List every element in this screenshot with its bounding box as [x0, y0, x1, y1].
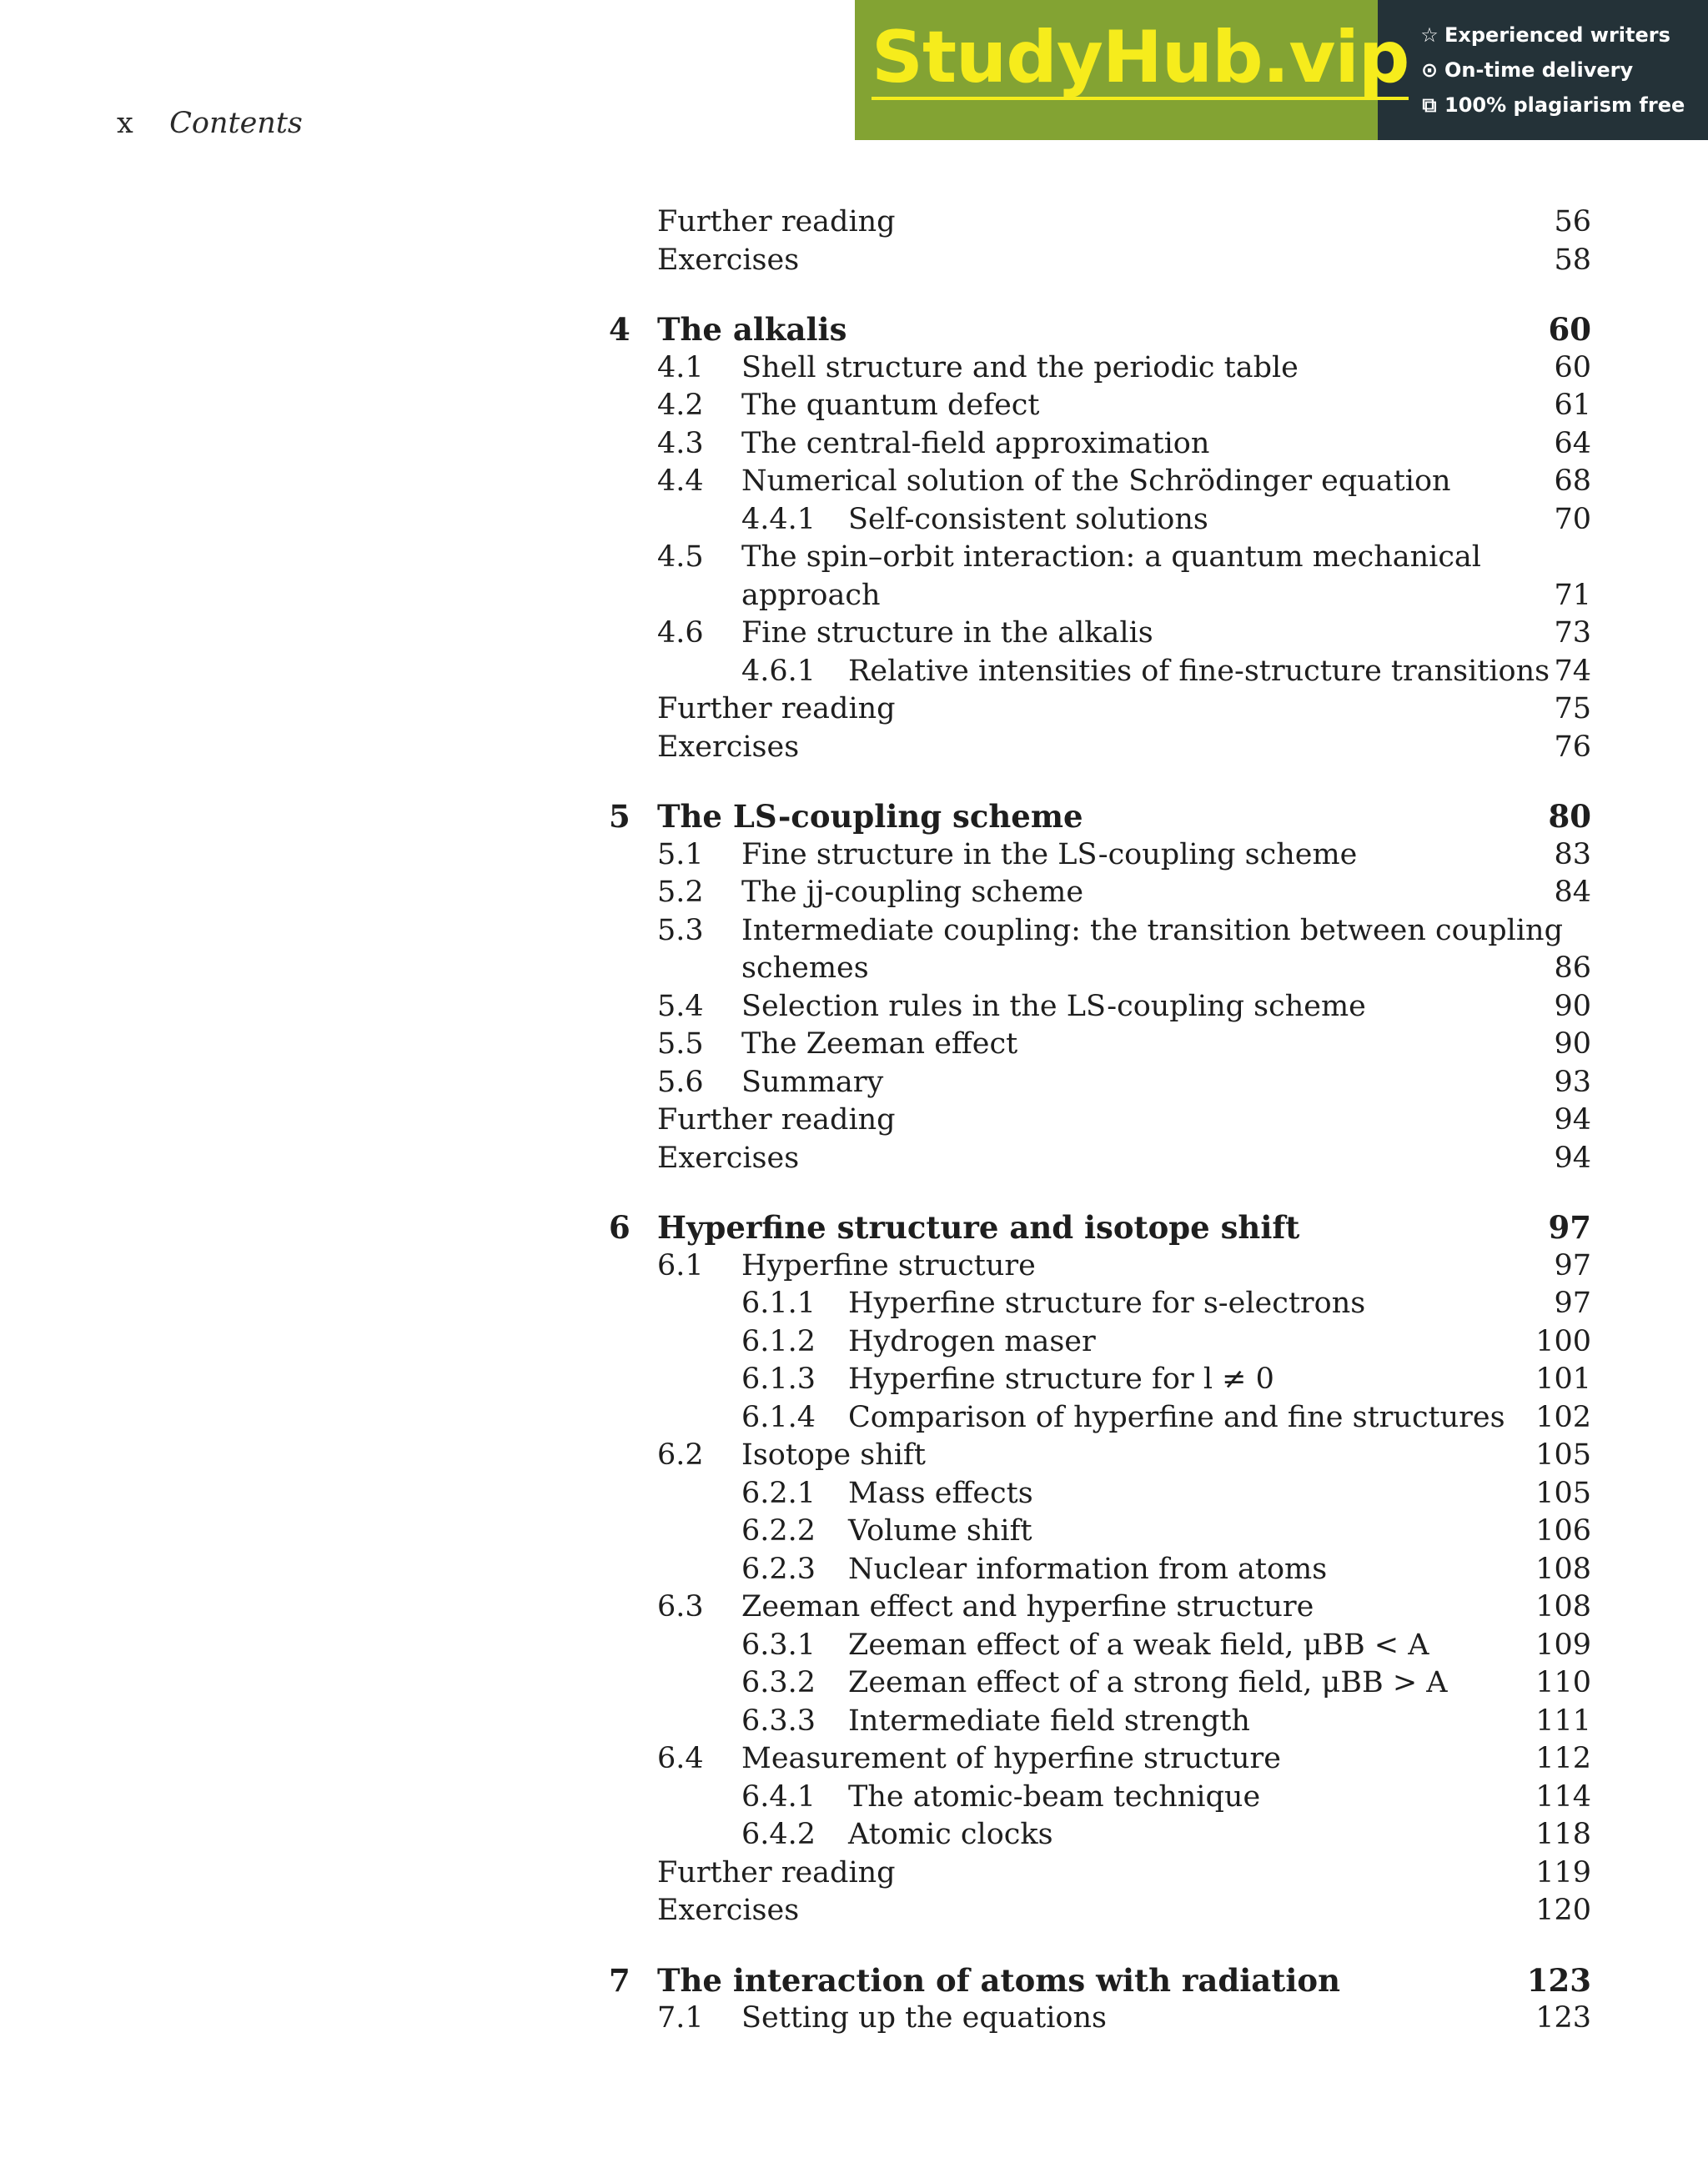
toc-entry [0, 241, 1591, 279]
toc-title: Further reading [657, 1856, 896, 1889]
toc-chapter [0, 310, 1591, 349]
toc-page-number: 64 [1554, 427, 1591, 460]
toc-page-number: 94 [1554, 1142, 1591, 1175]
toc-page-number: 123 [1535, 2001, 1591, 2035]
toc-entry [0, 911, 1591, 950]
toc-page-number: 70 [1554, 503, 1591, 536]
toc-page-number: 58 [1554, 243, 1591, 277]
toc-entry [0, 1550, 1591, 1588]
toc-number: 5.3 [657, 914, 704, 947]
toc-page-number: 105 [1535, 1438, 1591, 1472]
toc-number: 6.4 [657, 1742, 704, 1775]
toc-entry [0, 1284, 1591, 1322]
toc-entry [0, 1436, 1591, 1474]
toc-page-number: 76 [1554, 730, 1591, 764]
toc-number: 6.3 [657, 1590, 704, 1623]
toc-number: 5.2 [657, 876, 704, 909]
toc-entry [0, 1474, 1591, 1513]
toc-entry [0, 1025, 1591, 1063]
toc-page-number: 105 [1535, 1477, 1591, 1510]
toc-page-number: 108 [1535, 1553, 1591, 1586]
toc-number: 6.3.3 [741, 1704, 816, 1738]
toc-page-number: 101 [1535, 1363, 1591, 1396]
toc-number: 6.2.3 [741, 1553, 816, 1586]
toc-title: Further reading [657, 692, 896, 725]
toc-entry [0, 500, 1591, 539]
toc-number: 4.1 [657, 351, 704, 384]
toc-title: Hyperfine structure for s-electrons [848, 1287, 1366, 1320]
toc-entry [0, 386, 1591, 424]
toc-entry [0, 1101, 1591, 1139]
feature-label: On-time delivery [1444, 58, 1634, 82]
toc-page-number: 120 [1535, 1894, 1591, 1927]
toc-number: 5.6 [657, 1066, 704, 1099]
toc-page-number: 90 [1554, 990, 1591, 1023]
toc-entry [0, 1702, 1591, 1740]
toc-title: Numerical solution of the Schrödinger equation [741, 464, 1451, 498]
toc-entry [0, 1398, 1591, 1437]
toc-entry [0, 728, 1591, 766]
feature-item [1418, 88, 1708, 123]
feature-label: 100% plagiarism free [1444, 93, 1685, 117]
feature-item [1418, 53, 1708, 88]
toc-title: Isotope shift [741, 1438, 926, 1472]
toc-entry [0, 987, 1591, 1026]
toc-title: Hyperfine structure for l ≠ 0 [848, 1363, 1274, 1396]
toc-page-number: 108 [1535, 1590, 1591, 1623]
toc-page-number: 100 [1535, 1325, 1591, 1358]
toc-title: The central-field approximation [741, 427, 1210, 460]
toc-title: Intermediate coupling: the transition between coupling [741, 914, 1564, 947]
toc-number: 4.5 [657, 540, 704, 574]
toc-entry [0, 1588, 1591, 1626]
star-icon: ☆ [1420, 23, 1439, 47]
toc-title: The interaction of atoms with radiation [657, 1962, 1341, 1999]
toc-number: 6.1.1 [741, 1287, 816, 1320]
toc-title: approach [741, 579, 881, 612]
toc-number: 5.4 [657, 990, 704, 1023]
toc-page-number: 109 [1535, 1629, 1591, 1662]
toc-number: 6.3.1 [741, 1629, 816, 1662]
toc-number: 4.4 [657, 464, 704, 498]
toc-entry [0, 1999, 1591, 2037]
clock-icon: ⊙ [1420, 58, 1439, 82]
toc-entry [0, 1854, 1591, 1892]
toc-chapter [0, 1961, 1591, 2000]
toc-title: The spin–orbit interaction: a quantum mechanical [741, 540, 1481, 574]
toc-page-number: 97 [1554, 1287, 1591, 1320]
toc-page-number: 118 [1535, 1818, 1591, 1851]
toc-title: The atomic-beam technique [848, 1780, 1261, 1814]
toc-page-number: 97 [1554, 1249, 1591, 1282]
page-number: x [117, 107, 133, 140]
toc-number: 6.1 [657, 1249, 704, 1282]
toc-entry [0, 203, 1591, 241]
toc-number: 4.3 [657, 427, 704, 460]
toc-page-number: 90 [1554, 1027, 1591, 1061]
toc-entry [0, 1360, 1591, 1398]
toc-number: 6.3.2 [741, 1666, 816, 1699]
toc-page-number: 111 [1535, 1704, 1591, 1738]
toc-title: Atomic clocks [848, 1818, 1053, 1851]
toc-title: Summary [741, 1066, 884, 1099]
toc-number: 6.2 [657, 1438, 704, 1472]
toc-title: Mass effects [848, 1477, 1033, 1510]
toc-entry [0, 349, 1591, 387]
toc-page-number: 97 [1548, 1209, 1591, 1246]
toc-number: 7 [609, 1962, 630, 1999]
toc-title: The alkalis [657, 311, 847, 348]
toc-title: Fine structure in the alkalis [741, 616, 1153, 650]
toc-number: 4.6.1 [741, 655, 816, 688]
toc-title: Exercises [657, 1142, 800, 1175]
toc-entry [0, 1815, 1591, 1854]
toc-page-number: 73 [1554, 616, 1591, 650]
toc-number: 5.1 [657, 838, 704, 871]
toc-title: Fine structure in the LS-coupling scheme [741, 838, 1358, 871]
toc-entry [0, 690, 1591, 728]
toc-page-number: 83 [1554, 838, 1591, 871]
running-title: Contents [169, 107, 303, 140]
toc-page-number: 84 [1554, 876, 1591, 909]
toc-entry [0, 1322, 1591, 1361]
toc-page-number: 56 [1554, 205, 1591, 238]
toc-title: Selection rules in the LS-coupling scheme [741, 990, 1366, 1023]
toc-title: The jj-coupling scheme [741, 876, 1084, 909]
toc-title: Nuclear information from atoms [848, 1553, 1328, 1586]
toc-title: Relative intensities of fine-structure transitions [848, 655, 1550, 688]
toc-page-number: 60 [1554, 351, 1591, 384]
toc-chapter [0, 1208, 1591, 1247]
toc-page-number: 74 [1554, 655, 1591, 688]
toc-page-number: 110 [1535, 1666, 1591, 1699]
toc-title: Further reading [657, 1103, 896, 1137]
toc-number: 6 [609, 1209, 630, 1246]
toc-title: The quantum defect [741, 389, 1040, 422]
toc-number: 5 [609, 798, 630, 835]
toc-entry [0, 1063, 1591, 1102]
toc-entry [0, 1891, 1591, 1930]
toc-page-number: 114 [1535, 1780, 1591, 1814]
toc-entry [0, 1139, 1591, 1177]
toc-chapter [0, 797, 1591, 836]
toc-entry [0, 614, 1591, 652]
toc-page-number: 61 [1554, 389, 1591, 422]
toc-title: The LS-coupling scheme [657, 798, 1083, 835]
toc-title: Volume shift [848, 1514, 1032, 1548]
toc-number: 4.6 [657, 616, 704, 650]
toc-title: Exercises [657, 1894, 800, 1927]
toc-title: The Zeeman effect [741, 1027, 1018, 1061]
toc-entry [0, 538, 1591, 576]
toc-number: 6.2.1 [741, 1477, 816, 1510]
toc-title: Zeeman effect of a strong field, μBB > A [848, 1666, 1448, 1699]
toc-title: Further reading [657, 205, 896, 238]
toc-title: Comparison of hyperfine and fine structures [848, 1401, 1505, 1434]
toc-page-number: 123 [1526, 1962, 1591, 1999]
toc-title: Hyperfine structure and isotope shift [657, 1209, 1300, 1246]
feature-label: Experienced writers [1444, 23, 1670, 47]
toc-title: Zeeman effect of a weak field, μBB < A [848, 1629, 1429, 1662]
ad-banner[interactable] [855, 0, 1708, 140]
banner-logo[interactable]: StudyHub.vip [872, 16, 1409, 99]
copy-icon: ⧉ [1422, 93, 1437, 117]
toc-number: 6.4.1 [741, 1780, 816, 1814]
toc-entry [0, 576, 1591, 615]
toc-entry [0, 652, 1591, 690]
toc-title: schemes [741, 951, 869, 985]
toc-page-number: 102 [1535, 1401, 1591, 1434]
toc-number: 6.1.4 [741, 1401, 816, 1434]
running-header [117, 107, 303, 140]
toc-page-number: 86 [1554, 951, 1591, 985]
toc-entry [0, 949, 1591, 987]
toc-page-number: 60 [1548, 311, 1591, 348]
toc-page-number: 93 [1554, 1066, 1591, 1099]
toc-title: Intermediate field strength [848, 1704, 1250, 1738]
toc-number: 4 [609, 311, 630, 348]
toc-number: 4.4.1 [741, 503, 816, 536]
toc-number: 5.5 [657, 1027, 704, 1061]
toc-page-number: 94 [1554, 1103, 1591, 1137]
toc-entry [0, 1778, 1591, 1816]
toc-number: 4.2 [657, 389, 704, 422]
toc-title: Measurement of hyperfine structure [741, 1742, 1281, 1775]
toc-page-number: 119 [1535, 1856, 1591, 1889]
toc-title: Hyperfine structure [741, 1249, 1036, 1282]
toc-number: 6.1.2 [741, 1325, 816, 1358]
toc-number: 7.1 [657, 2001, 704, 2035]
toc-entry [0, 424, 1591, 463]
toc-entry [0, 1512, 1591, 1550]
toc-entry [0, 1247, 1591, 1285]
toc-title: Hydrogen maser [848, 1325, 1096, 1358]
toc-title: Zeeman effect and hyperfine structure [741, 1590, 1314, 1623]
toc-entry [0, 873, 1591, 911]
toc-title: Self-consistent solutions [848, 503, 1208, 536]
banner-features [1378, 0, 1708, 140]
banner-logo-panel[interactable] [855, 0, 1409, 140]
toc-page-number: 106 [1535, 1514, 1591, 1548]
toc-title: Shell structure and the periodic table [741, 351, 1299, 384]
toc-entry [0, 1739, 1591, 1778]
toc-title: Setting up the equations [741, 2001, 1107, 2035]
toc-title: Exercises [657, 730, 800, 764]
toc-entry [0, 1626, 1591, 1664]
feature-item [1418, 18, 1708, 53]
toc-number: 6.1.3 [741, 1363, 816, 1396]
toc-number: 6.4.2 [741, 1818, 816, 1851]
toc-entry [0, 1664, 1591, 1702]
toc-title: Exercises [657, 243, 800, 277]
toc-entry [0, 462, 1591, 500]
toc-page-number: 71 [1554, 579, 1591, 612]
toc-number: 6.2.2 [741, 1514, 816, 1548]
toc-page-number: 80 [1548, 798, 1591, 835]
toc-page-number: 68 [1554, 464, 1591, 498]
toc-page-number: 75 [1554, 692, 1591, 725]
toc-entry [0, 836, 1591, 874]
toc-page-number: 112 [1535, 1742, 1591, 1775]
